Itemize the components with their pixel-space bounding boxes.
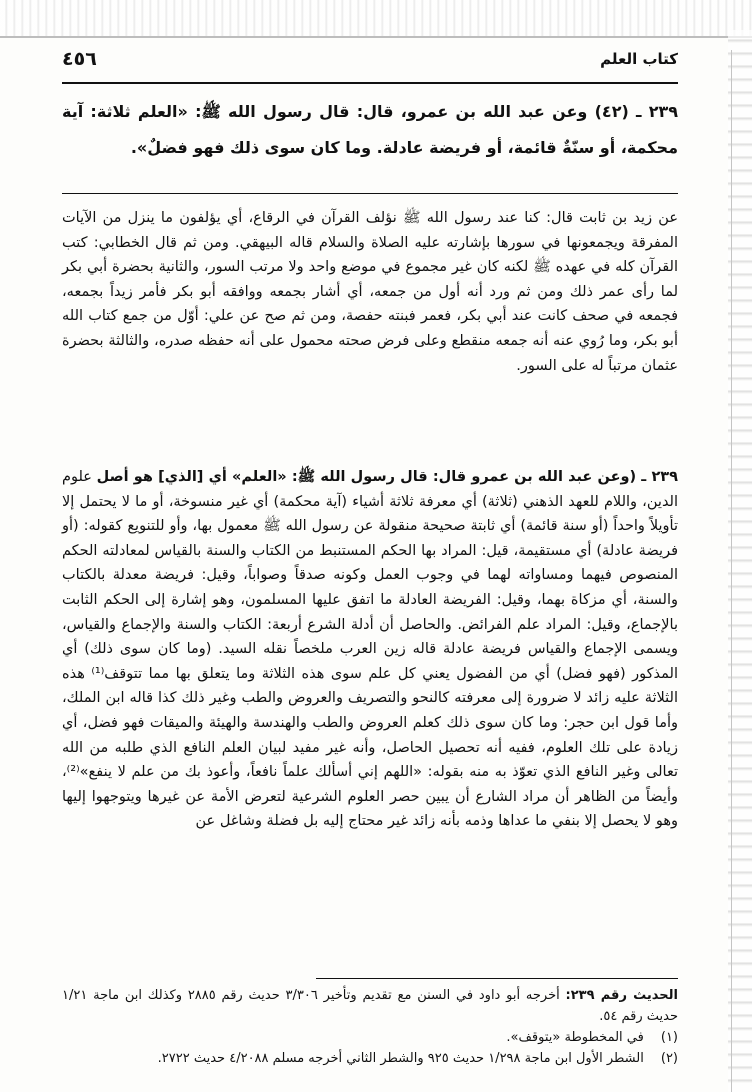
footnote-hadith-label: الحديث رقم ٢٣٩: bbox=[565, 988, 678, 1003]
footnote-hadith-text: أخرجه أبو داود في السنن مع تقديم وتأخير ٣/٣٠٦ حديث رقم ٢٨٨٥ وكذلك ابن ماجة ١/٢١ حديث رقم ٥٤. bbox=[62, 988, 678, 1024]
scan-edge-right-line bbox=[731, 50, 732, 1092]
footnotes bbox=[62, 985, 678, 1090]
matn-rule bbox=[62, 193, 678, 194]
footnote-1-marker: (١) bbox=[660, 1030, 678, 1045]
footnote-2-marker: (٢) bbox=[660, 1051, 678, 1066]
commentary-239 bbox=[62, 465, 678, 973]
commentary-previous-text: عن زيد بن ثابت قال: كنا عند رسول الله ﷺ نؤلف القرآن في الرقاع، أي يؤلفون ما ينزل من الآيات المفرقة ويجمعونها في سورها بإشارته عليه الصلاة والسلام قاله البيهقي. ومن ثم قال الخطابي: كتب القرآن كله في عهده ﷺ لكنه كان غير مجموع في موضع واحد ولا مرتب السور، والثانية بحضرة أبي بكر لما رأى عمر ذلك ومن ثم ورد أنه أول من جمعه، أي أشار بجمعه ووافقه أبو بكر فأمر زيداً بجمعه، فجمعه في صحف كانت عند أبي بكر، فعمر فبنته حفصة، ومن ثم صح عن علي: أوّل من جمع كتاب الله أبو بكر، وما رُوي عنه أنه جمعه منقطع وعلى فرض صحته محمول على أنه حفظه صدره، والثالثة بحضرة عثمان مرتباً له على السور. bbox=[62, 210, 678, 374]
scan-edge-top bbox=[0, 0, 752, 38]
footnote-2 bbox=[62, 1048, 678, 1069]
footnote-1-text: في المخطوطة «يتوقف». bbox=[506, 1030, 644, 1045]
matn-number: ٢٣٩ ـ (٤٢) bbox=[594, 102, 678, 121]
footnote-1 bbox=[62, 1027, 678, 1048]
hadith-matn bbox=[62, 94, 678, 186]
footnote-hadith bbox=[62, 985, 678, 1027]
page-number: ٤٥٦ bbox=[62, 48, 97, 70]
matn-text: وعن عبد الله بن عمرو، قال: قال رسول الله ﷺ: «العلم ثلاثة: آية محكمة، أو سنّةٌ قائمة، أو فريضة عادلة. وما كان سوى ذلك فهو فضلٌ». bbox=[62, 102, 678, 157]
running-title: كتاب العلم bbox=[600, 50, 678, 68]
scan-edge-top-line bbox=[0, 36, 752, 38]
footnote-2-text: الشطر الأول ابن ماجة ١/٢٩٨ حديث ٩٢٥ والشطر الثاني أخرجه مسلم ٤/٢٠٨٨ حديث ٢٧٢٢. bbox=[157, 1051, 644, 1066]
commentary-previous bbox=[62, 206, 678, 454]
commentary-heading: ٢٣٩ ـ (وعن عبد الله بن عمرو قال: قال رسول الله ﷺ: «العلم» أي [الذي] هو أصل bbox=[96, 469, 678, 485]
header-rule bbox=[62, 82, 678, 84]
commentary-text: علوم الدين، واللام للعهد الذهني (ثلاثة) أي معرفة ثلاثة أشياء (آية محكمة) أي غير منسوخة، أو ما لا يحتمل إلا تأويلاً واحداً (أو سنة قائمة) أي ثابتة صحيحة منقولة عن رسول الله ﷺ معمول بها، وأو للتنويع كقوله: (أو فريضة عادلة) أي مستقيمة، قيل: المراد بها الحكم المستنبط من الكتاب والسنة بالقياس لمعادلته الحكم المنصوص فيهما ومساواته لهما في وجوب العمل وكونه صدقاً وصواباً، وقيل: فريضة معدلة بالكتاب والسنة، أي مزكاة بهما، وقيل: الفريضة العادلة ما اتفق عليها المسلمون، وهو إشارة إلى الحكم الثابت بالإجماع، وقيل: المراد علم الفرائض. والحاصل أن أدلة الشرع أربعة: الكتاب والسنة والإجماع والقياس، ويسمى الإجماع والقياس فريضة عادلة قاله زين العرب ملخصاً نقله السيد. (وما كان سوى ذلك) أي المذكور (فهو فضل) أي من الفضول يعني كل علم سوى هذه الثلاثة وما يتعلق بها مما تتوقف⁽¹⁾ هذه الثلاثة عليه زائد لا ضرورة إلى معرفته كالنحو والتصريف والعروض والطب وغير ذلك كذا قاله ابن الملك، وأما قول ابن حجر: وما كان سوى ذلك كعلم العروض والطب والهندسة والهيئة والميقات فهو فضل، أي زيادة على تلك العلوم، ففيه أنه تحصيل الحاصل، وأنه غير مفيد لبيان العلم النافع الذي طلبه من الله تعالى وغير النافع الذي تعوّذ به منه بقوله: «اللهم إني أسألك علماً نافعاً، وأعوذ بك من علم لا ينفع»⁽²⁾، وأيضاً من الظاهر أن مراد الشارع أن يبين حصر العلوم الشرعية لتعرض الأمة عن غيرها ويتوجهوا إليها وهو لا يحصل إلا بنفي ما عداها وذمه بأنه زائد غير محتاج إليه بل فضلة وشاغل عن bbox=[62, 469, 678, 830]
page-header bbox=[62, 48, 678, 80]
footnote-rule bbox=[316, 978, 678, 979]
